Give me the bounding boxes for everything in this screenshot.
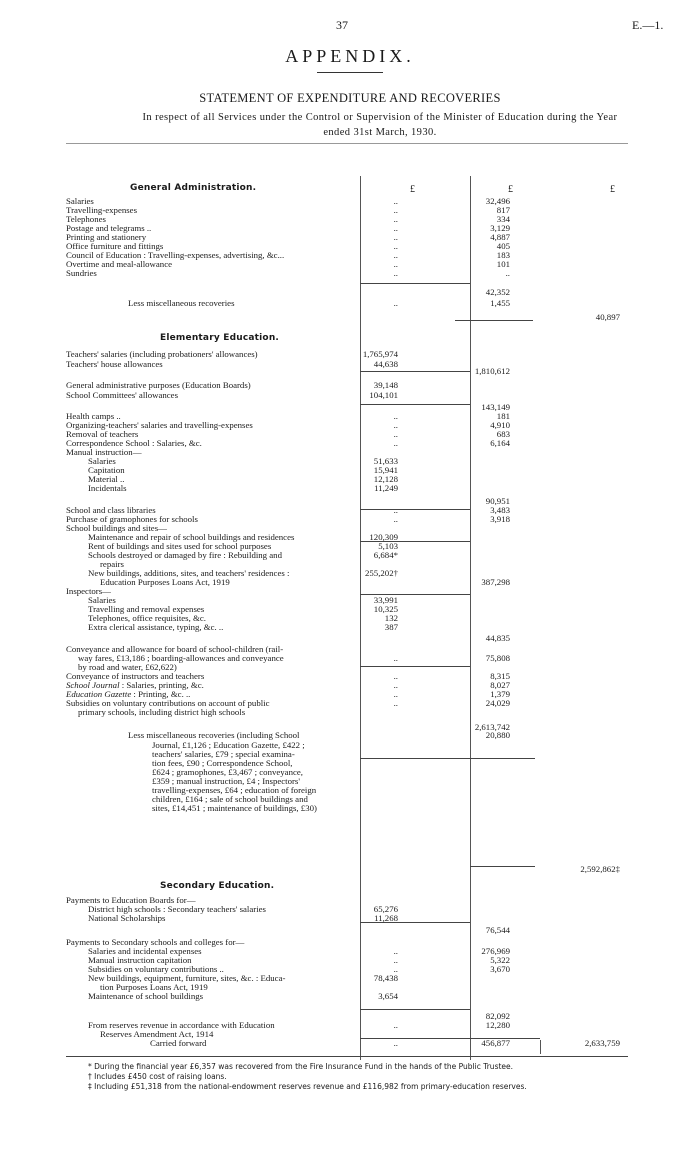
amount-c2: 334 xyxy=(496,214,510,224)
row-label-text: District high schools : Secondary teachers' salaries xyxy=(88,904,266,914)
row-label-text: From reserves revenue in accordance with Education xyxy=(88,1020,275,1030)
row-label-text: £359 ; manual instruction, £4 ; Inspectors' xyxy=(152,776,300,786)
amount-c2: 20,880 xyxy=(485,730,510,740)
row-label xyxy=(88,622,223,633)
row-label-text: Correspondence School : Salaries, &c. xyxy=(66,438,202,448)
row-label-text: : Printing, &c. .. xyxy=(131,689,191,699)
amount-c2: 2,613,742 xyxy=(474,722,510,732)
row-label-text: Rent of buildings and sites used for school purposes xyxy=(88,541,272,551)
amount-c1: .. xyxy=(393,259,398,269)
amount-c1: .. xyxy=(393,196,398,206)
row-label-text: New buildings, additions, sites, and teachers' residences : xyxy=(88,568,290,578)
section-heading-elementary: Elementary Education. xyxy=(160,333,280,343)
amount-c1: .. xyxy=(393,653,398,663)
statement-subtitle: STATEMENT OF EXPENDITURE AND RECOVERIES xyxy=(199,91,501,105)
amount-c1: 44,638 xyxy=(373,359,398,369)
amount-c1: 120,309 xyxy=(369,532,398,542)
amount-c1: .. xyxy=(393,411,398,421)
row-label-text: Less miscellaneous recoveries xyxy=(128,298,235,308)
row-label-italic: Education Gazette xyxy=(66,689,132,699)
amount-c1: 104,101 xyxy=(369,390,398,400)
amount-c1: 39,148 xyxy=(373,380,398,390)
row-label-text: primary schools, including district high schools xyxy=(78,707,246,717)
title-rule xyxy=(317,72,383,73)
row-label-text: Council of Education : Travelling-expenses, advertising, &c... xyxy=(66,250,285,260)
row-label-text: Conveyance of instructors and teachers xyxy=(66,671,205,681)
amount-c1: 51,633 xyxy=(373,456,398,466)
row-label-text: sites, £14,451 ; maintenance of buildings, £30) xyxy=(152,803,317,813)
row-label-text: Travelling-expenses xyxy=(66,205,138,215)
row-label xyxy=(66,268,97,279)
row-label-text: Overtime and meal-allowance xyxy=(66,259,173,269)
amount-c1: .. xyxy=(393,438,398,448)
subtotal-rule xyxy=(360,371,470,372)
amount-c2: 183 xyxy=(496,250,510,260)
row-label-text: Printing and stationery xyxy=(66,232,147,242)
row-label-italic: School Journal xyxy=(66,680,120,690)
row-label-text: Inspectors— xyxy=(66,586,111,596)
row-label-text: Maintenance of school buildings xyxy=(88,991,204,1001)
amount-c2: 4,910 xyxy=(490,420,510,430)
row-label-text: Telephones, office requisites, &c. xyxy=(88,613,206,623)
amount-c1: .. xyxy=(393,205,398,215)
row-label-text: Carried forward xyxy=(150,1038,207,1048)
row-label-text: Office furniture and fittings xyxy=(66,241,164,251)
subtotal-rule xyxy=(360,509,470,510)
top-rule xyxy=(66,143,628,144)
subtotal-rule xyxy=(360,1038,540,1039)
column-divider-2 xyxy=(470,176,471,1060)
amount-c2: 3,129 xyxy=(490,223,510,233)
row-label-text: Teachers' salaries (including probationers' allowances) xyxy=(66,349,258,359)
amount-c2: 44,835 xyxy=(485,633,510,643)
amount-c1: 15,941 xyxy=(373,465,398,475)
amount-c2: 3,670 xyxy=(490,964,510,974)
row-label xyxy=(150,1038,206,1049)
row-label-text: Salaries xyxy=(66,196,94,206)
amount-c2: 683 xyxy=(496,429,510,439)
amount-c2: 42,352 xyxy=(485,287,510,297)
amount-c1: 387 xyxy=(384,622,398,632)
currency-symbol-col1: £ xyxy=(410,184,415,195)
row-label-text: Manual instruction capitation xyxy=(88,955,192,965)
amount-c1: .. xyxy=(393,1038,398,1048)
column-divider-1 xyxy=(360,176,361,1060)
row-label-text: Manual instruction— xyxy=(66,447,142,457)
amount-c1: 11,268 xyxy=(374,913,398,923)
amount-c2: 3,483 xyxy=(490,505,510,515)
row-label-text: Subsidies on voluntary contributions on account of public xyxy=(66,698,270,708)
amount-c1: .. xyxy=(393,955,398,965)
amount-c2: 76,544 xyxy=(485,925,510,935)
amount-c1: 12,128 xyxy=(373,474,398,484)
amount-c2: 143,149 xyxy=(481,402,510,412)
amount-c2: 1,379 xyxy=(490,689,510,699)
row-label-text: New buildings, equipment, furniture, sites, &c. : Educa- xyxy=(88,973,286,983)
subtotal-rule xyxy=(360,1009,470,1010)
row-label-text: £624 ; gramophones, £3,467 ; conveyance, xyxy=(152,767,303,777)
amount-c1: 10,325 xyxy=(373,604,398,614)
row-label-text: way fares, £13,186 ; boarding-allowances and conveyance xyxy=(78,653,284,663)
bottom-rule xyxy=(66,1056,628,1057)
amount-c1: .. xyxy=(393,429,398,439)
row-label-text: Health camps .. xyxy=(66,411,121,421)
footnote: ‡ Including £51,318 from the national-endowment reserves revenue and £116,982 from primary-education reserves. xyxy=(88,1082,527,1091)
row-label xyxy=(78,707,245,718)
row-label-text: Incidentals xyxy=(88,483,127,493)
subtotal-rule xyxy=(360,283,470,284)
row-label-text: Journal, £1,126 ; Education Gazette, £422 ; xyxy=(152,740,305,750)
row-label-text: Less miscellaneous recoveries (including School xyxy=(128,730,300,740)
currency-symbol-col3: £ xyxy=(610,184,615,195)
amount-c1: .. xyxy=(393,223,398,233)
amount-c1: .. xyxy=(393,232,398,242)
amount-c1: 78,438 xyxy=(373,973,398,983)
row-label-text: Payments to Education Boards for— xyxy=(66,895,196,905)
row-label-text: Removal of teachers xyxy=(66,429,139,439)
amount-c1: 132 xyxy=(384,613,398,623)
amount-c1: .. xyxy=(393,250,398,260)
document-reference: E.—1. xyxy=(632,18,664,32)
page-title: APPENDIX. xyxy=(285,46,415,66)
amount-c1: .. xyxy=(393,298,398,308)
amount-c2: 1,810,612 xyxy=(474,366,510,376)
amount-c2: 82,092 xyxy=(485,1011,510,1021)
amount-c1: .. xyxy=(393,214,398,224)
amount-c1: .. xyxy=(393,698,398,708)
amount-c2: 90,951 xyxy=(485,496,510,506)
amount-c2: 6,164 xyxy=(490,438,510,448)
amount-c2: 4,887 xyxy=(490,232,510,242)
row-label-text: Salaries and incidental expenses xyxy=(88,946,202,956)
amount-c1: 11,249 xyxy=(374,483,398,493)
amount-c1: .. xyxy=(393,268,398,278)
row-label-text: tion fees, £90 ; Correspondence School, xyxy=(152,758,293,768)
row-label-text: Purchase of gramophones for schools xyxy=(66,514,198,524)
subtotal-rule xyxy=(360,404,470,405)
amount-c1: .. xyxy=(393,671,398,681)
amount-c2: 387,298 xyxy=(481,577,510,587)
amount-c1: 1,765,974 xyxy=(362,349,398,359)
section-heading-secondary: Secondary Education. xyxy=(160,881,275,891)
row-label-text: General administrative purposes (Education Boards) xyxy=(66,380,251,390)
row-label-text: School and class libraries xyxy=(66,505,156,515)
amount-c2: 181 xyxy=(496,411,510,421)
row-label-text: Organizing-teachers' salaries and travelling-expenses xyxy=(66,420,253,430)
row-label-text: children, £164 ; sale of school buildings and xyxy=(152,794,308,804)
row-label-text: School Committees' allowances xyxy=(66,390,179,400)
amount-c3: 2,633,759 xyxy=(584,1038,620,1048)
amount-c1: 3,654 xyxy=(378,991,398,1001)
row-label xyxy=(152,803,317,814)
amount-c2: 456,877 xyxy=(481,1038,510,1048)
amount-c2: 3,918 xyxy=(490,514,510,524)
row-label-text: Maintenance and repair of school buildings and residences xyxy=(88,532,295,542)
amount-c1: .. xyxy=(393,514,398,524)
amount-c1: .. xyxy=(393,1020,398,1030)
row-label xyxy=(88,483,127,494)
row-label-text: School buildings and sites— xyxy=(66,523,167,533)
amount-c2: .. xyxy=(505,268,510,278)
amount-c1: .. xyxy=(393,241,398,251)
page-number: 37 xyxy=(336,18,348,32)
amount-c1: .. xyxy=(393,689,398,699)
row-label-text: Reserves Amendment Act, 1914 xyxy=(100,1029,214,1039)
section-heading-general: General Administration. xyxy=(130,183,257,193)
row-label-text: teachers' salaries, £79 ; special examina- xyxy=(152,749,295,759)
row-label-text: Subsidies on voluntary contributions .. xyxy=(88,964,224,974)
subtotal-rule xyxy=(360,758,535,759)
amount-c2: 32,496 xyxy=(485,196,510,206)
amount-c2: 75,808 xyxy=(485,653,510,663)
footnote: † Includes £450 cost of raising loans. xyxy=(88,1072,227,1081)
row-label-text: Travelling and removal expenses xyxy=(88,604,205,614)
amount-c1: .. xyxy=(393,420,398,430)
subtotal-rule xyxy=(470,866,535,867)
row-label-text: repairs xyxy=(100,559,124,569)
amount-c2: 1,455 xyxy=(490,298,510,308)
amount-c1: .. xyxy=(393,946,398,956)
amount-c2: 101 xyxy=(496,259,510,269)
row-label xyxy=(88,913,165,924)
row-label-text: by road and water, £62,622) xyxy=(78,662,177,672)
amount-c3: 2,592,862‡ xyxy=(580,864,620,874)
row-label-text: Extra clerical assistance, typing, &c. .. xyxy=(88,622,224,632)
amount-c2: 817 xyxy=(496,205,510,215)
amount-c1: 65,276 xyxy=(373,904,398,914)
amount-c2: 276,969 xyxy=(481,946,510,956)
amount-c1: 5,103 xyxy=(378,541,398,551)
row-label-text: Schools destroyed or damaged by fire : Rebuilding and xyxy=(88,550,282,560)
amount-c1: 255,202† xyxy=(365,568,398,578)
amount-c2: 24,029 xyxy=(485,698,510,708)
column-divider-3 xyxy=(540,1040,541,1054)
row-label xyxy=(66,359,163,370)
row-label-text: Salaries xyxy=(88,595,116,605)
row-label-text: Material .. xyxy=(88,474,125,484)
amount-c2: 12,280 xyxy=(485,1020,510,1030)
row-label-text: Sundries xyxy=(66,268,97,278)
row-label-text: : Salaries, printing, &c. xyxy=(119,680,204,690)
amount-c2: 5,322 xyxy=(490,955,510,965)
row-label-text: National Scholarships xyxy=(88,913,166,923)
subtotal-rule xyxy=(455,320,533,321)
footnote: * During the financial year £6,357 was recovered from the Fire Insurance Fund in the hands of the Public Trustee. xyxy=(88,1062,514,1071)
row-label-text: tion Purposes Loans Act, 1919 xyxy=(100,982,208,992)
currency-symbol-col2: £ xyxy=(508,184,513,195)
amount-c2: 8,315 xyxy=(490,671,510,681)
amount-c3: 40,897 xyxy=(595,312,620,322)
row-label-text: Salaries xyxy=(88,456,116,466)
amount-c1: .. xyxy=(393,964,398,974)
row-label-text: Conveyance and allowance for board of school-children (rail- xyxy=(66,644,284,654)
amount-c2: 405 xyxy=(496,241,510,251)
row-label xyxy=(66,390,178,401)
row-label-text: Education Purposes Loans Act, 1919 xyxy=(100,577,230,587)
subtotal-rule xyxy=(360,666,470,667)
row-label-text: Payments to Secondary schools and colleges for— xyxy=(66,937,245,947)
row-label-text: Telephones xyxy=(66,214,106,224)
amount-c1: 6,684* xyxy=(373,550,398,560)
row-label-text: Postage and telegrams .. xyxy=(66,223,152,233)
row-label xyxy=(100,577,230,588)
row-label-text: Capitation xyxy=(88,465,125,475)
row-label-text: travelling-expenses, £64 ; education of foreign xyxy=(152,785,317,795)
amount-c1: .. xyxy=(393,505,398,515)
row-label-text: Teachers' house allowances xyxy=(66,359,163,369)
amount-c1: 33,991 xyxy=(373,595,398,605)
amount-c2: 8,027 xyxy=(490,680,510,690)
statement-description: In respect of all Services under the Control or Supervision of the Minister of Education during the Year ended 31st March, 1930. xyxy=(142,112,618,138)
row-label xyxy=(88,991,203,1002)
row-label xyxy=(128,298,235,309)
amount-c1: .. xyxy=(393,680,398,690)
